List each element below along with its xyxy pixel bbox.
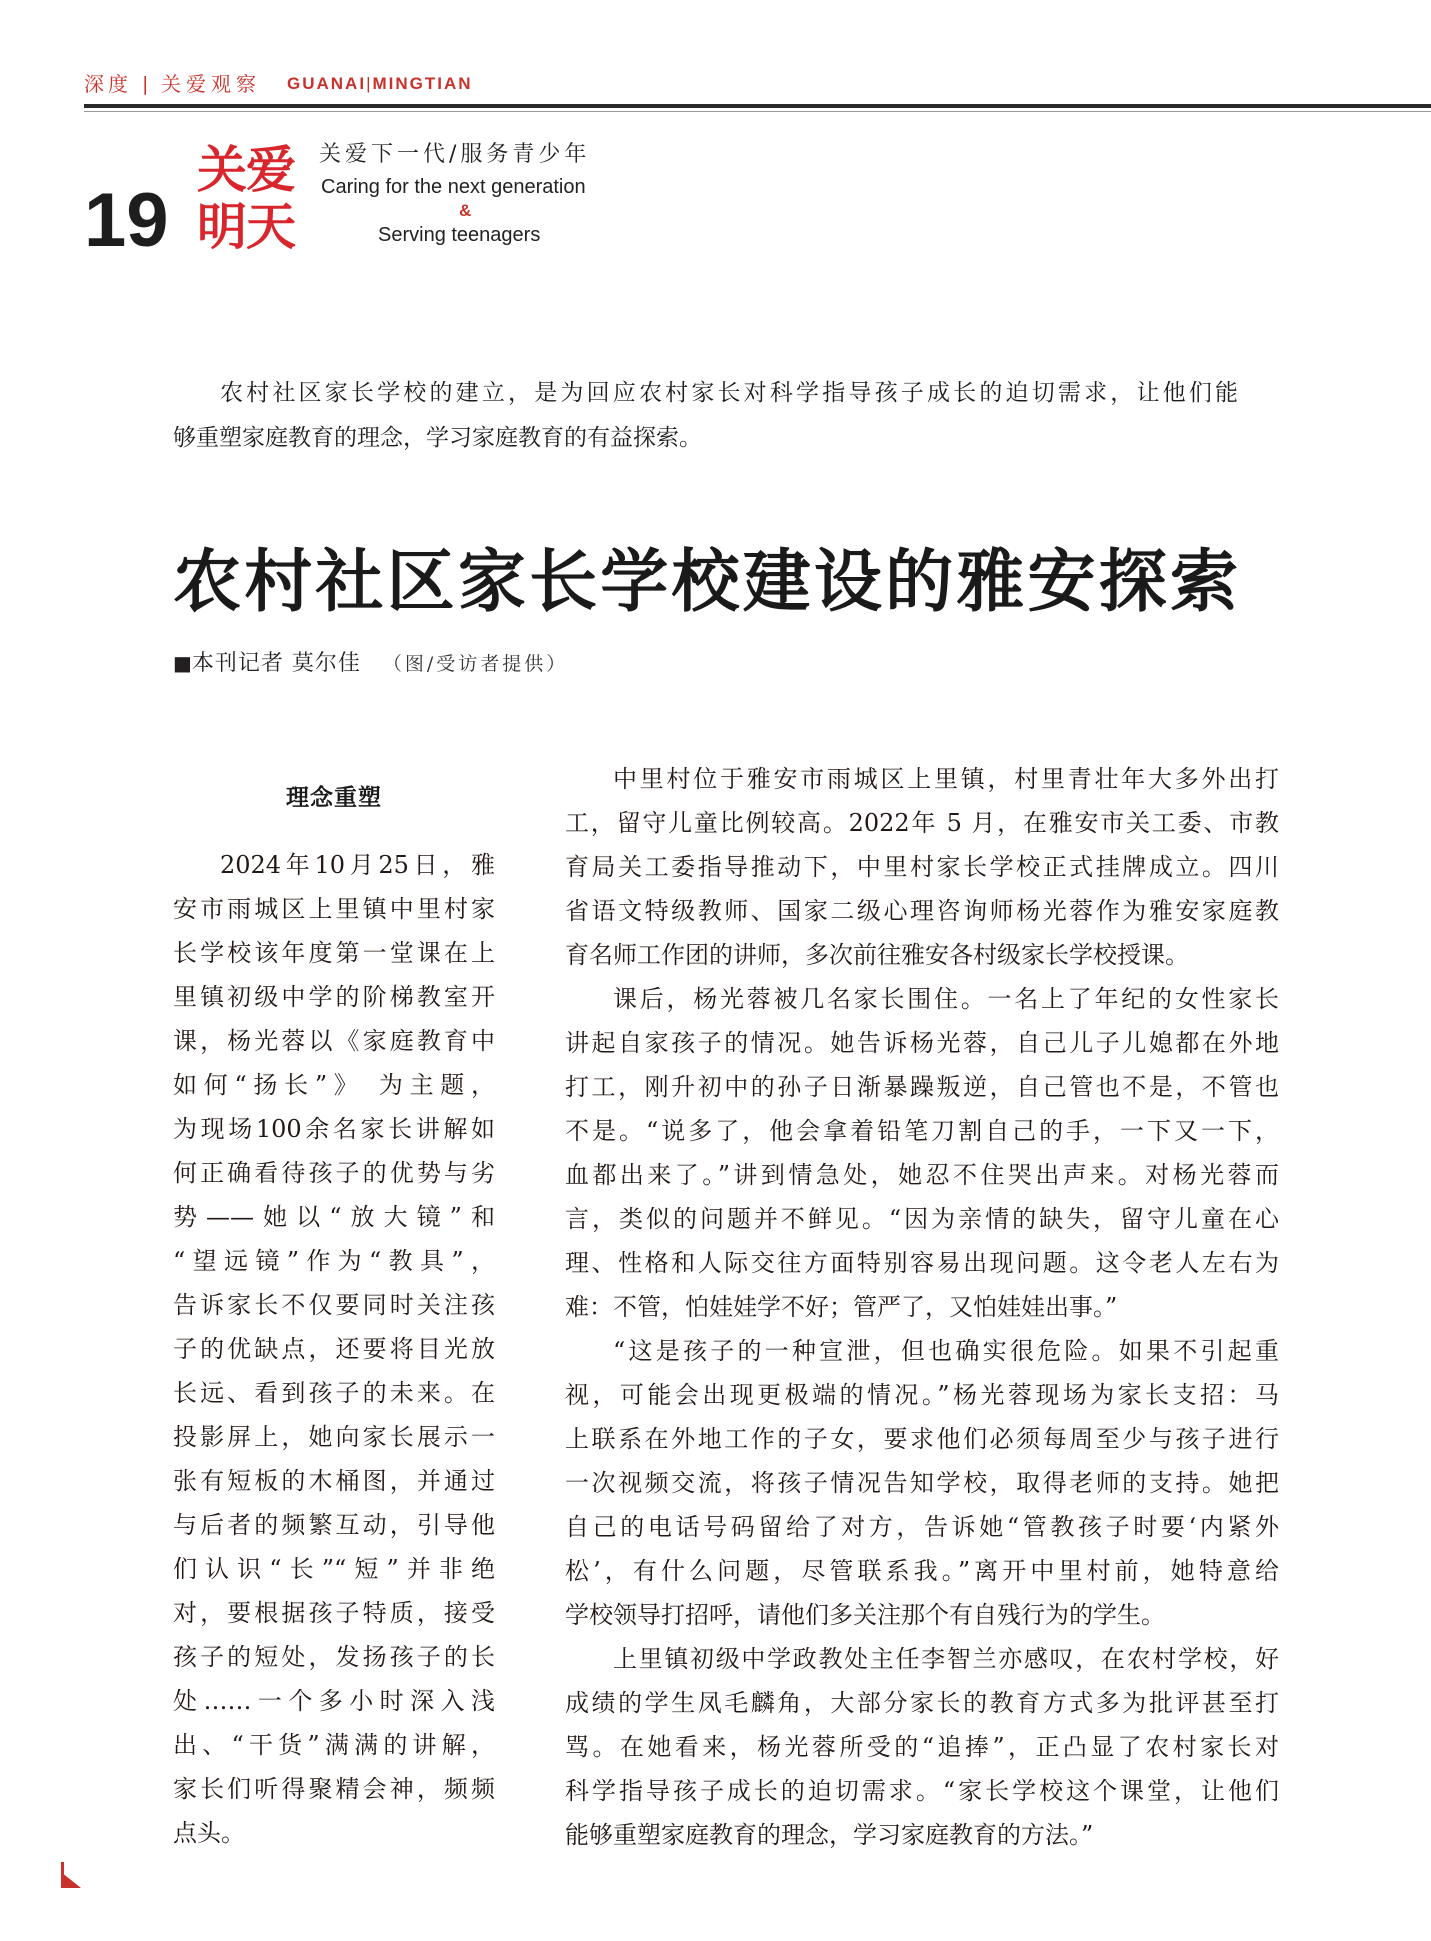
header-pinyin-first: GUANAI	[287, 74, 367, 93]
article-byline	[173, 649, 568, 677]
body-line: 长学校该年度第一堂课在上	[173, 939, 495, 967]
header-section-label: 深度	[84, 72, 132, 96]
body-line: 血都出来了。”讲到情急处，她忍不住哭出声来。对杨光蓉而	[565, 1161, 1279, 1189]
body-line: 何正确看待孩子的优势与劣	[173, 1159, 495, 1187]
body-line: 不是。“说多了，他会拿着铅笔刀割自己的手，一下又一下，	[565, 1117, 1279, 1145]
section-heading: 理念重塑	[286, 785, 382, 811]
body-line: 上联系在外地工作的子女，要求他们必须每周至少与孩子进行	[565, 1425, 1279, 1453]
body-line: 难：不管，怕娃娃学不好；管严了，又怕娃娃出事。”	[565, 1293, 1118, 1321]
body-line: “望远镜”作为“教具”，	[173, 1247, 495, 1275]
body-line: 里镇初级中学的阶梯教室开	[173, 983, 495, 1011]
intro-line: 农村社区家长学校的建立，是为回应农村家长对科学指导孩子成长的迫切需求，让他们能	[220, 380, 1238, 406]
body-line: 骂。在她看来，杨光蓉所受的“追捧”，正凸显了农村家长对	[565, 1733, 1279, 1761]
body-line: 安市雨城区上里镇中里村家	[173, 895, 495, 923]
body-line: 势——她以“放大镜”和	[173, 1203, 495, 1231]
slogan-ampersand: &	[459, 201, 472, 220]
header-pinyin	[287, 72, 473, 96]
body-line: “这是孩子的一种宣泄，但也确实很危险。如果不引起重	[613, 1337, 1279, 1365]
header-column-label: 关爱观察	[161, 72, 261, 96]
body-line: 与后者的频繁互动，引导他	[173, 1511, 495, 1539]
body-line: 工，留守儿童比例较高。2022年 5 月，在雅安市关工委、市教	[565, 809, 1279, 837]
article-intro	[173, 371, 1238, 461]
body-line: 们认识“长”“短”并非绝	[173, 1555, 495, 1583]
byline-marker: ■	[173, 651, 192, 675]
body-line: 孩子的短处，发扬孩子的长	[173, 1643, 495, 1671]
header-pinyin-divider: |	[366, 74, 371, 93]
header-rule	[84, 104, 1431, 108]
body-line: 为现场100余名家长讲解如	[173, 1115, 495, 1143]
slogan-english-line-2: Serving teenagers	[378, 224, 541, 246]
left-column	[173, 843, 495, 1855]
body-line: 理、性格和人际交往方面特别容易出现问题。这令老人左右为	[565, 1249, 1279, 1277]
body-line: 子的优缺点，还要将目光放	[173, 1335, 495, 1363]
body-line: 打工，刚升初中的孙子日渐暴躁叛逆，自己管也不是，不管也	[565, 1073, 1279, 1101]
body-line: 投影屏上，她向家长展示一	[173, 1423, 495, 1451]
logo-row-2: 明天	[197, 198, 295, 256]
body-line: 如何“扬长”》 为主题，	[173, 1071, 495, 1099]
corner-mark-wedge	[61, 1872, 81, 1888]
right-column	[565, 757, 1279, 1857]
body-line: 视，可能会出现更极端的情况。”杨光蓉现场为家长支招：马	[565, 1381, 1279, 1409]
body-line: 讲起自家孩子的情况。她告诉杨光蓉，自己儿子儿媳都在外地	[565, 1029, 1279, 1057]
header-pinyin-second: MINGTIAN	[372, 74, 473, 93]
body-line: 课后，杨光蓉被几名家长围住。一名上了年纪的女性家长	[613, 985, 1279, 1013]
header-rule-thin	[84, 111, 1431, 112]
body-line: 自己的电话号码留给了对方，告诉她“管教孩子时要‘内紧外	[565, 1513, 1279, 1541]
body-line: 长远、看到孩子的未来。在	[173, 1379, 495, 1407]
body-line: 科学指导孩子成长的迫切需求。“家长学校这个课堂，让他们	[565, 1777, 1279, 1805]
body-line: 点头。	[173, 1819, 245, 1847]
body-line: 育局关工委指导推动下，中里村家长学校正式挂牌成立。四川	[565, 853, 1279, 881]
body-line: 出、“干货”满满的讲解，	[173, 1731, 495, 1759]
body-line: 省语文特级教师、国家二级心理咨询师杨光蓉作为雅安家庭教	[565, 897, 1279, 925]
body-line: 课，杨光蓉以《家庭教育中	[173, 1027, 495, 1055]
body-line: 能够重塑家庭教育的理念，学习家庭教育的方法。”	[565, 1821, 1094, 1849]
body-line: 育名师工作团的讲师，多次前往雅安各村级家长学校授课。	[565, 941, 1189, 969]
body-line: 对，要根据孩子特质，接受	[173, 1599, 495, 1627]
page-number: 19	[84, 178, 169, 263]
body-line: 中里村位于雅安市雨城区上里镇，村里青壮年大多外出打	[613, 765, 1279, 793]
column-logo	[197, 142, 295, 256]
body-line: 言，类似的问题并不鲜见。“因为亲情的缺失，留守儿童在心	[565, 1205, 1279, 1233]
corner-mark-icon	[60, 1862, 86, 1890]
logo-row-1: 关爱	[197, 141, 295, 199]
body-line: 学校领导打招呼，请他们多关注那个有自残行为的学生。	[565, 1601, 1165, 1629]
slogan-chinese: 关爱下一代/服务青少年	[319, 142, 591, 167]
body-line: 松’，有什么问题，尽管联系我。”离开中里村前，她特意给	[565, 1557, 1279, 1585]
byline-author: 本刊记者 莫尔佳	[191, 651, 361, 676]
body-line: 成绩的学生凤毛麟角，大部分家长的教育方式多为批评甚至打	[565, 1689, 1279, 1717]
slogan-english-line-1: Caring for the next generation	[321, 176, 586, 198]
body-line: 一次视频交流，将孩子情况告知学校，取得老师的支持。她把	[565, 1469, 1279, 1497]
body-line: 家长们听得聚精会神，频频	[173, 1775, 495, 1803]
header-divider: |	[142, 73, 149, 95]
body-line: 处……一个多小时深入浅	[173, 1687, 495, 1715]
article-title: 农村社区家长学校建设的雅安探索	[173, 542, 1238, 622]
body-line: 张有短板的木桶图，并通过	[173, 1467, 495, 1495]
intro-line: 够重塑家庭教育的理念，学习家庭教育的有益探索。	[173, 425, 702, 451]
body-line: 告诉家长不仅要同时关注孩	[173, 1291, 495, 1319]
body-line: 上里镇初级中学政教处主任李智兰亦感叹，在农村学校，好	[613, 1645, 1279, 1673]
byline-photo-credit: （图/受访者提供）	[382, 653, 569, 675]
body-line: 2024年10月25日，雅	[220, 851, 495, 879]
